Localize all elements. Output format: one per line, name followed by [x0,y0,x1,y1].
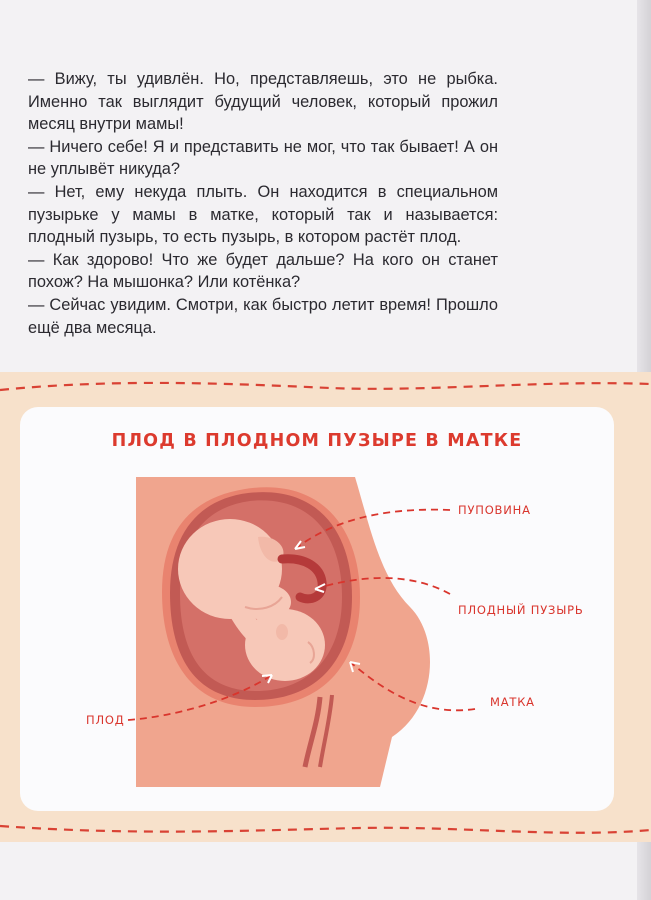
label-amniotic-sac: ПЛОДНЫЙ ПУЗЫРЬ [458,603,584,617]
bottom-dashed-border [0,818,651,848]
paragraph-3: — Нет, ему некуда плыть. Он находится в специальном пузырьке у мамы в матке, который так и называется: плодный пузырь, то есть пузырь, в котором растёт плод. [28,182,498,247]
paragraph-2: — Ничего себе! Я и представить не мог, что так бывает! А он не уплывёт никуда? [28,137,498,179]
label-umbilical-cord: ПУПОВИНА [458,503,531,517]
story-text [28,68,498,339]
paragraph-5: — Сейчас увидим. Смотри, как быстро летит время! Прошло ещё два месяца. [28,295,498,337]
label-uterus: МАТКА [490,695,535,709]
top-dashed-border [0,374,651,404]
label-fetus: ПЛОД [86,713,125,727]
paragraph-4: — Как здорово! Что же будет дальше? На кого он станет похож? На мышонка? Или котёнка? [28,250,498,292]
illustration-card [20,407,614,811]
illustration-title: ПЛОД В ПЛОДНОМ ПУЗЫРЕ В МАТКЕ [111,431,523,451]
paragraph-1: — Вижу, ты удивлён. Но, представляешь, это не рыбка. Именно так выглядит будущий человек, который прожил месяц внутри мамы! [28,70,498,134]
